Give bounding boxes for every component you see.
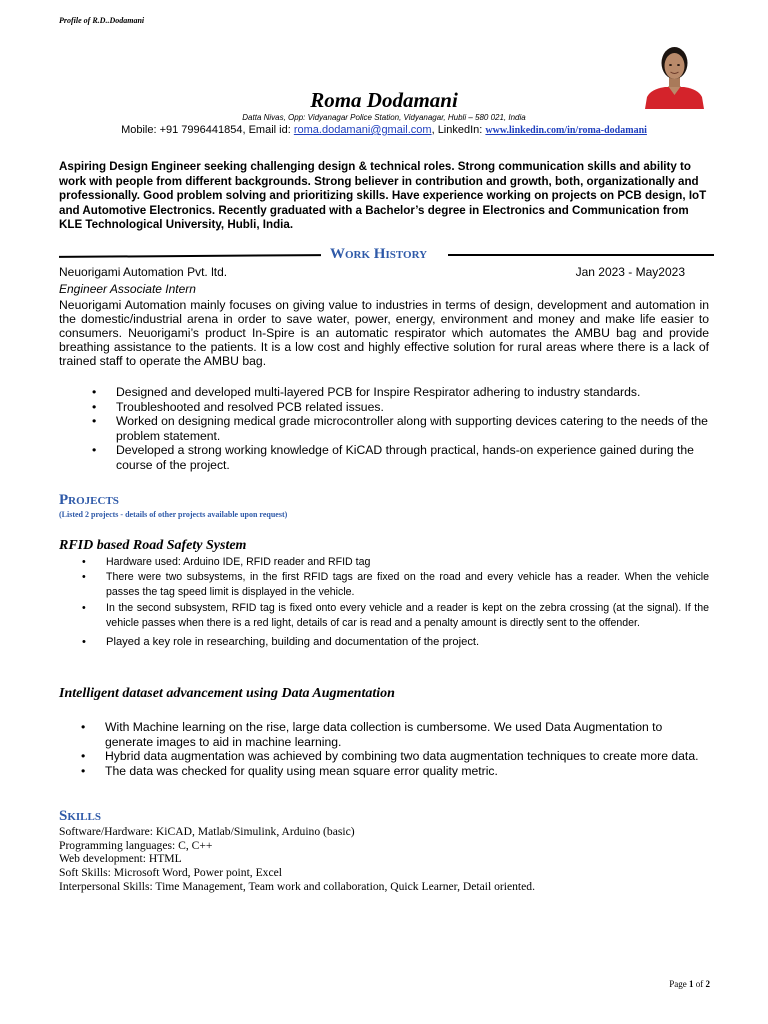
- header-note: Profile of R.D..Dodamani: [59, 16, 145, 25]
- page-label: Page: [669, 979, 689, 989]
- page-of: of: [693, 979, 706, 989]
- project-title: Intelligent dataset advancement using Data Augmentation: [59, 686, 395, 701]
- list-item: • With Machine learning on the rise, large data collection is cumbersome. We used Data Augmentation to generate images to aid in machine learning.: [59, 720, 709, 749]
- skill-line: Interpersonal Skills: Time Management, Team work and collaboration, Quick Learner, Detail oriented.: [59, 879, 535, 893]
- list-item: • Troubleshooted and resolved PCB related issues.: [59, 400, 709, 415]
- project-bullets: [59, 720, 709, 778]
- list-item: • There were two subsystems, in the first RFID tags are fixed on the road and every vehicle has a reader. When the vehicle passes the tag speed limit is displayed in the vehicle.: [59, 570, 709, 600]
- list-item: • Played a key role in researching, building and documentation of the project.: [59, 635, 709, 650]
- section-title-work-history: Work History: [330, 246, 428, 262]
- work-bullets: [59, 385, 709, 473]
- skill-line: Software/Hardware: KiCAD, Matlab/Simulink, Arduino (basic): [59, 825, 355, 838]
- list-item: • In the second subsystem, RFID tag is fixed onto every vehicle and a reader is kept on the zebra crossing (at the signal). If the vehicle passes when there is a red light, details of car is read and a penalty amount is directly sent to the offender.: [59, 601, 709, 631]
- linkedin-link[interactable]: www.linkedin.com/in/roma-dodamani: [485, 125, 647, 136]
- summary-paragraph: Aspiring Design Engineer seeking challenging design & technical roles. Strong communication skills and ability to work with people from different backgrounds. Strong believer in contribution and growth, both, organizationally and professionally. Good problem solving and prioritizing skills. Have experience working on projects on PCB design, IoT and Automotive Electronics. Recently graduated with a Bachelor’s degree in Electronics and Communication from KLE Technological University, Hubli, India.: [59, 160, 707, 231]
- section-title-skills: Skills: [59, 808, 101, 824]
- project-bullets: [59, 555, 709, 650]
- list-item: • Developed a strong working knowledge of KiCAD through practical, hands-on experience gained during the course of the project.: [59, 443, 709, 472]
- list-item: • Designed and developed multi-layered PCB for Inspire Respirator adhering to industry standards.: [59, 385, 709, 400]
- skill-line: Web development: HTML: [59, 852, 182, 866]
- skill-line: Programming languages: C, C++: [59, 838, 213, 852]
- list-item: • Hardware used: Arduino IDE, RFID reader and RFID tag: [59, 555, 709, 570]
- skills-list: [59, 825, 535, 894]
- skill-line: Soft Skills: Microsoft Word, Power point, Excel: [59, 866, 282, 880]
- candidate-name: Roma Dodamani: [310, 88, 458, 112]
- linkedin-label: , LinkedIn:: [431, 124, 486, 136]
- projects-note: (Listed 2 projects - details of other projects available upon request): [59, 510, 288, 519]
- project-title: RFID based Road Safety System: [59, 538, 247, 553]
- list-item: • Hybrid data augmentation was achieved by combining two data augmentation techniques to create more data.: [59, 749, 709, 764]
- section-title-projects: Projects: [59, 492, 119, 508]
- company-description: Neuorigami Automation mainly focuses on giving value to industries in terms of design, development and automation in the domestic/industrial arena in order to save water, power, energy, environment and money and make life easier to consumers. Neuorigami’s product In-Spire is an automatic respirator which automates the AMBU bag and provide breathing assistance to the patients. It is a low cost and highly effective solution for rural areas where there is a lack of trained staff to operate the AMBU bag.: [59, 298, 709, 368]
- list-item: • The data was checked for quality using mean square error quality metric.: [59, 764, 709, 779]
- job-role: Engineer Associate Intern: [59, 282, 196, 296]
- page-number: [669, 979, 710, 989]
- list-item: • Worked on designing medical grade microcontroller along with supporting devices catering to the needs of the problem statement.: [59, 414, 709, 443]
- section-divider-right: [448, 254, 714, 256]
- email-link[interactable]: roma.dodamani@gmail.com: [293, 124, 432, 136]
- address: Datta Nivas, Opp: Vidyanagar Police Station, Vidyanagar, Hubli – 580 021, India: [242, 113, 526, 122]
- job-dates: Jan 2023 - May2023: [575, 265, 685, 279]
- mobile-email-label: Mobile: +91 7996441854, Email id:: [121, 124, 294, 136]
- contact-line: [0, 124, 768, 136]
- section-divider-left: [59, 254, 321, 258]
- company-name: Neuorigami Automation Pvt. ltd.: [59, 265, 228, 279]
- page-current: 1: [689, 979, 694, 989]
- job-row: [59, 265, 709, 279]
- page-total: 2: [705, 979, 710, 989]
